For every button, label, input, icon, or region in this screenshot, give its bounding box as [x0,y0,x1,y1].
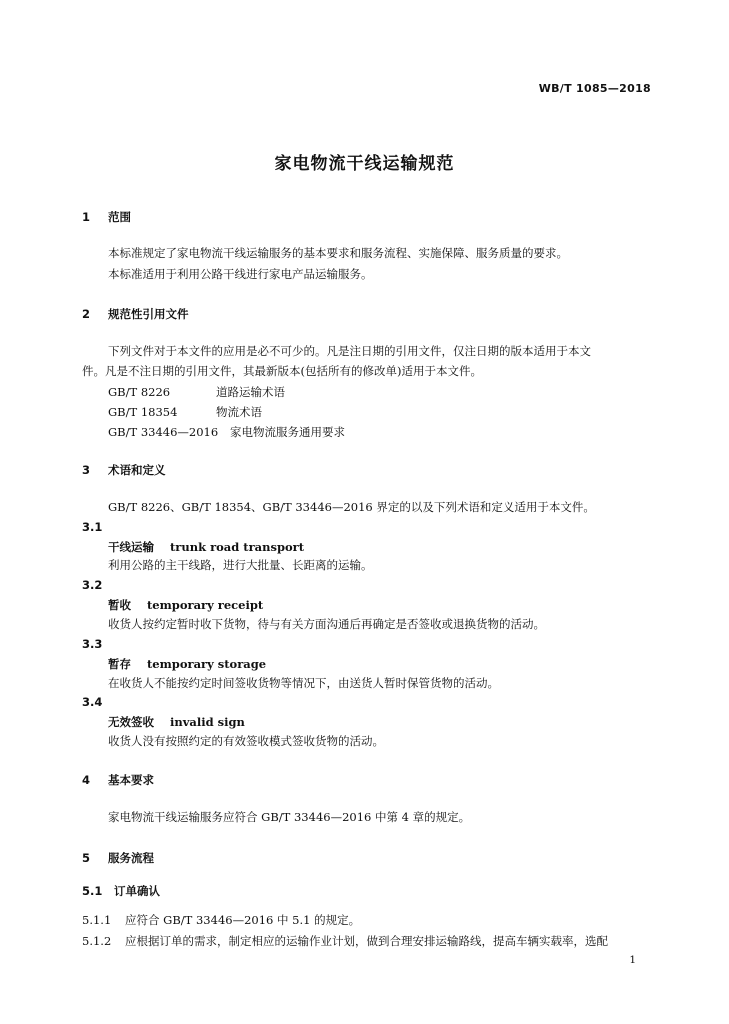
term-chinese: 干线运输 [108,540,154,554]
section-2-heading [82,306,189,322]
reference-name: 物流术语 [216,405,262,419]
section-title: 术语和定义 [108,463,166,477]
clause-number: 5.1.2 [82,934,112,948]
section-number: 5 [82,851,91,865]
term-entry [108,539,304,555]
reference-name: 家电物流服务通用要求 [230,425,345,439]
reference-code: GB/T 8226 [108,385,171,399]
term-definition: 收货人没有按照约定的有效签收模式签收货物的活动。 [108,734,384,748]
term-chinese: 无效签收 [108,715,154,729]
reference-item [108,384,285,400]
term-number: 3.3 [82,637,103,651]
section-title: 规范性引用文件 [108,307,189,321]
term-chinese: 暂存 [108,657,131,671]
term-number: 3.4 [82,695,103,709]
paragraph: 下列文件对于本文件的应用是必不可少的。凡是注日期的引用文件，仅注日期的版本适用于本文 [108,344,591,358]
term-number: 3.2 [82,578,103,592]
term-english: temporary receipt [147,598,264,612]
document-title: 家电物流干线运输规范 [274,154,455,174]
clause-number: 5.1.1 [82,913,112,927]
term-english: temporary storage [147,657,267,671]
paragraph-continuation: 件。凡是不注日期的引用文件，其最新版本(包括所有的修改单)适用于本文件。 [82,364,482,378]
section-title: 范围 [108,210,131,224]
clause-text: 应符合 GB/T 33446—2016 中 5.1 的规定。 [125,913,361,927]
paragraph: 本标准规定了家电物流干线运输服务的基本要求和服务流程、实施保障、服务质量的要求。 [108,246,568,260]
paragraph: 本标准适用于利用公路干线进行家电产品运输服务。 [108,267,373,281]
term-entry [108,714,245,730]
reference-code: GB/T 18354 [108,405,178,419]
section-4-heading [82,772,154,788]
page-number: 1 [629,954,636,966]
term-definition: 收货人按约定暂时收下货物，待与有关方面沟通后再确定是否签收或退换货物的活动。 [108,617,545,631]
reference-item [108,424,345,440]
reference-item [108,404,262,420]
section-3-heading [82,462,166,478]
term-english: trunk road transport [170,540,305,554]
section-number: 3 [82,463,91,477]
term-entry [108,597,263,613]
section-number: 4 [82,773,91,787]
term-number: 3.1 [82,520,103,534]
clause-item [82,933,608,949]
section-1-heading [82,209,131,225]
section-number: 1 [82,210,91,224]
section-title: 服务流程 [108,851,154,865]
paragraph: GB/T 8226、GB/T 18354、GB/T 33446—2016 界定的以及下列术语和定义适用于本文件。 [108,500,595,514]
section-title: 基本要求 [108,773,154,787]
standard-code: WB/T 1085—2018 [538,82,651,95]
reference-code: GB/T 33446—2016 [108,425,219,439]
subsection-title: 订单确认 [114,884,160,898]
term-chinese: 暂收 [108,598,131,612]
term-definition: 利用公路的主干线路，进行大批量、长距离的运输。 [108,558,373,572]
section-5-heading [82,850,154,866]
subsection-number: 5.1 [82,884,103,898]
subsection-5-1-heading [82,883,160,899]
reference-name: 道路运输术语 [216,385,285,399]
term-english: invalid sign [170,715,245,729]
section-number: 2 [82,307,91,321]
clause-item [82,912,360,928]
term-definition: 在收货人不能按约定时间签收货物等情况下，由送货人暂时保管货物的活动。 [108,676,499,690]
clause-text: 应根据订单的需求，制定相应的运输作业计划，做到合理安排运输路线，提高车辆实载率，选配 [125,934,608,948]
paragraph: 家电物流干线运输服务应符合 GB/T 33446—2016 中第 4 章的规定。 [108,810,471,824]
term-entry [108,656,266,672]
